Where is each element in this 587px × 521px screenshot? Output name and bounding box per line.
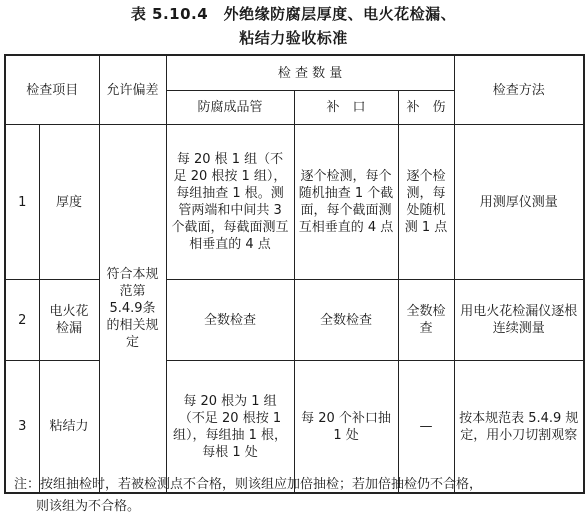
table-title-line-2: 粘结力验收标准 (239, 29, 348, 47)
table-row (5, 125, 584, 280)
header-damage-repair: 补 伤 (398, 91, 454, 125)
table-row (5, 280, 584, 361)
row-method: 按本规范表 5.4.9 规定，用小刀切割观察 (454, 361, 584, 494)
tolerance-merged-cell: 符合本规范第5.4.9条的相关规定 (99, 125, 166, 494)
row-repair-quantity: 逐个检测，每处随机测 1 点 (398, 125, 454, 280)
header-tolerance: 允许偏差 (99, 55, 166, 125)
header-finished-pipe: 防腐成品管 (166, 91, 294, 125)
header-check-item: 检查项目 (5, 55, 99, 125)
header-check-method: 检查方法 (454, 55, 584, 125)
row-item-name: 厚度 (39, 125, 99, 280)
header-row (5, 55, 584, 91)
row-number: 3 (5, 361, 39, 494)
row-item-name: 粘结力 (39, 361, 99, 494)
table-footnote (14, 474, 580, 518)
row-patch-quantity: 每 20 个补口抽 1 处 (294, 361, 398, 494)
row-pipe-quantity: 全数检查 (166, 280, 294, 361)
footnote-line-1: 注：按组抽检时，若被检测点不合格，则该组应加倍抽检；若加倍抽检仍不合格， (14, 477, 483, 492)
row-method: 用测厚仪测量 (454, 125, 584, 280)
row-repair-quantity: 全数检查 (398, 280, 454, 361)
row-item-name: 电火花检漏 (39, 280, 99, 361)
acceptance-standard-table (4, 54, 585, 494)
row-patch-quantity: 逐个检测，每个随机抽查 1 个截面，每个截面测互相垂直的 4 点 (294, 125, 398, 280)
row-repair-quantity: — (398, 361, 454, 494)
row-method: 用电火花检漏仪逐根连续测量 (454, 280, 584, 361)
table-title-line-1: 表 5.10.4 外绝缘防腐层厚度、电火花检漏、 (130, 5, 457, 23)
footnote-line-2: 则该组为不合格。 (36, 499, 141, 514)
row-pipe-quantity: 每 20 根 1 组（不足 20 根按 1 组），每组抽查 1 根。测管两端和中间共 3 个截面，每截面测互相垂直的 4 点 (166, 125, 294, 280)
row-pipe-quantity: 每 20 根为 1 组（不足 20 根按 1 组），每组抽 1 根，每根 1 处 (166, 361, 294, 494)
header-joint-patch: 补 口 (294, 91, 398, 125)
row-patch-quantity: 全数检查 (294, 280, 398, 361)
row-number: 1 (5, 125, 39, 280)
header-check-quantity: 检 查 数 量 (166, 55, 454, 91)
row-number: 2 (5, 280, 39, 361)
